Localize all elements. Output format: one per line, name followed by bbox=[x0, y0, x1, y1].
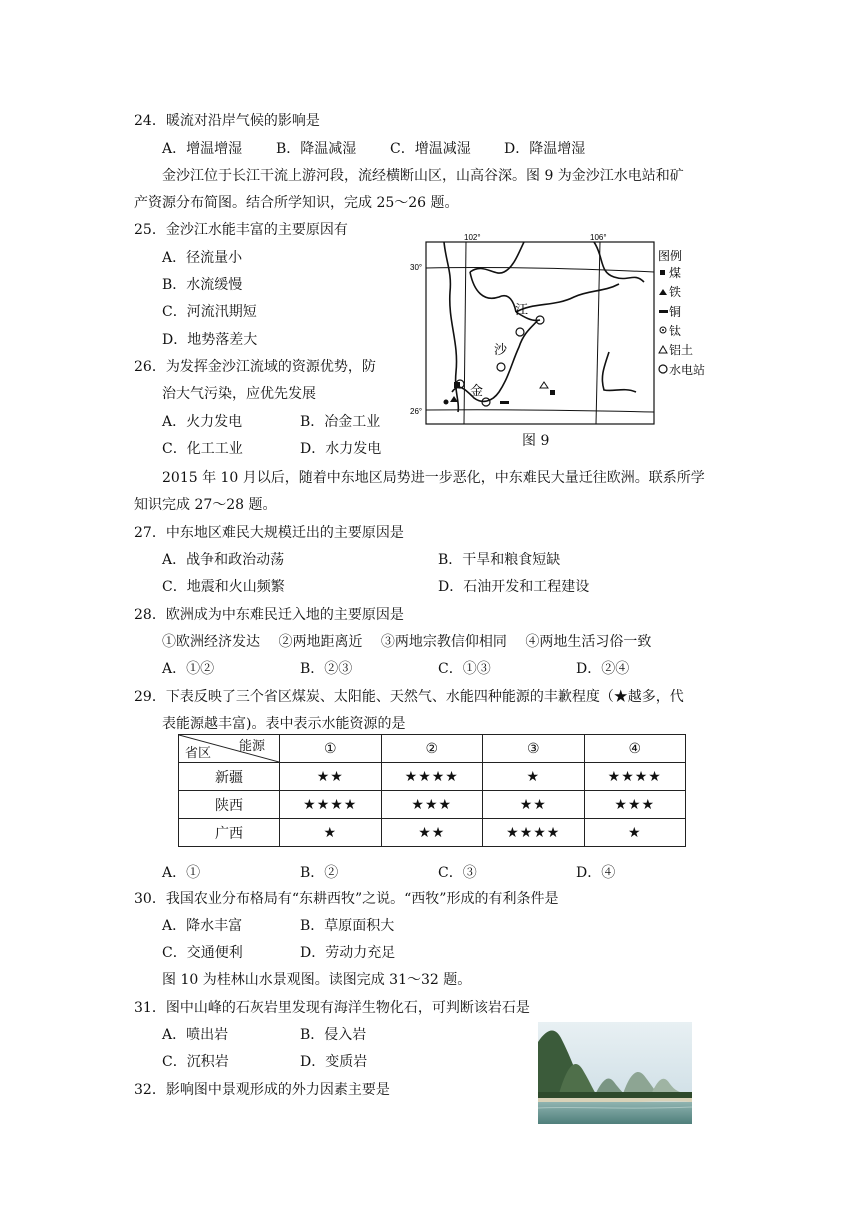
river-char-jiang: 江 bbox=[515, 302, 529, 317]
q28-option-a[interactable]: A．①② bbox=[162, 661, 215, 677]
q31-option-a[interactable]: A．喷出岩 bbox=[162, 1027, 229, 1043]
q27-option-b[interactable]: B．干旱和粮食短缺 bbox=[438, 552, 561, 568]
table-cell: ★★★★ bbox=[483, 819, 585, 847]
corner-label-province: 省区 bbox=[185, 746, 212, 761]
q29-option-b[interactable]: B．② bbox=[300, 865, 339, 881]
row-label-guangxi: 广西 bbox=[179, 819, 280, 847]
table-cell: ★★ bbox=[381, 819, 483, 847]
q24-option-c[interactable]: C．增温减湿 bbox=[390, 141, 471, 157]
table-cell: ★★★ bbox=[381, 791, 483, 819]
col-header-2: ② bbox=[381, 735, 483, 763]
q32-stem: 32．影响图中景观形成的外力因素主要是 bbox=[134, 1082, 390, 1098]
table-cell: ★★ bbox=[483, 791, 585, 819]
intro-31-32: 图 10 为桂林山水景观图。读图完成 31～32 题。 bbox=[162, 972, 472, 988]
bauxite-icon bbox=[659, 346, 667, 353]
table-cell: ★ bbox=[280, 819, 382, 847]
q28-option-d[interactable]: D．②④ bbox=[576, 661, 630, 677]
q29-option-a[interactable]: A．① bbox=[162, 865, 201, 881]
q25-option-d[interactable]: D．地势落差大 bbox=[162, 332, 258, 348]
q24-option-a[interactable]: A．增温增湿 bbox=[162, 141, 243, 157]
legend-titanium: 钛 bbox=[669, 324, 682, 338]
q27-option-c[interactable]: C．地震和火山频繁 bbox=[162, 579, 285, 595]
q26-stem-line1: 26．为发挥金沙江流域的资源优势，防 bbox=[134, 359, 376, 375]
row-label-shaanxi: 陕西 bbox=[179, 791, 280, 819]
q29-option-c[interactable]: C．③ bbox=[438, 865, 477, 881]
lat-label-26: 26° bbox=[410, 407, 423, 416]
iron-icon bbox=[659, 289, 667, 295]
lon-label-102: 102° bbox=[464, 233, 481, 242]
q30-option-a[interactable]: A．降水丰富 bbox=[162, 918, 243, 934]
q26-option-d[interactable]: D．水力发电 bbox=[300, 441, 382, 457]
q29-stem-line2: 表能源越丰富)。表中表示水能资源的是 bbox=[162, 716, 406, 732]
guilin-landscape-photo bbox=[538, 1022, 692, 1124]
q26-option-c[interactable]: C．化工工业 bbox=[162, 441, 243, 457]
hydropower-icon bbox=[659, 365, 667, 373]
q27-stem: 27．中东地区难民大规模迁出的主要原因是 bbox=[134, 525, 404, 541]
q25-option-b[interactable]: B．水流缓慢 bbox=[162, 277, 243, 293]
intro-27-28-line2: 知识完成 27～28 题。 bbox=[134, 497, 277, 513]
table-cell: ★★★★ bbox=[280, 791, 382, 819]
table-header-row bbox=[179, 735, 686, 763]
q25-stem: 25．金沙江水能丰富的主要原因有 bbox=[134, 222, 348, 238]
q24-option-d[interactable]: D．降温增湿 bbox=[504, 141, 586, 157]
q28-option-c[interactable]: C．①③ bbox=[438, 661, 491, 677]
q30-option-c[interactable]: C．交通便利 bbox=[162, 945, 243, 961]
table-cell: ★ bbox=[483, 763, 585, 791]
coal-icon bbox=[660, 270, 665, 275]
legend-iron: 铁 bbox=[669, 285, 682, 299]
q27-option-a[interactable]: A．战争和政治动荡 bbox=[162, 552, 285, 568]
col-header-3: ③ bbox=[483, 735, 585, 763]
q31-stem: 31．图中山峰的石灰岩里发现有海洋生物化石，可判断该岩石是 bbox=[134, 1000, 530, 1016]
q30-stem: 30．我国农业分布格局有“东耕西牧”之说。“西牧”形成的有利条件是 bbox=[134, 891, 559, 907]
legend-coal: 煤 bbox=[669, 266, 682, 280]
intro-25-26-line2: 产资源分布简图。结合所学知识，完成 25～26 题。 bbox=[134, 195, 459, 211]
q25-option-a[interactable]: A．径流量小 bbox=[162, 250, 243, 266]
table-row bbox=[179, 763, 686, 791]
jinsha-river-map bbox=[404, 232, 714, 432]
table-cell: ★★ bbox=[280, 763, 382, 791]
copper-icon bbox=[659, 310, 668, 313]
energy-table bbox=[178, 734, 686, 847]
q29-stem-line1: 29．下表反映了三个省区煤炭、太阳能、天然气、水能四种能源的丰歉程度（★越多，代 bbox=[134, 689, 684, 705]
river-char-sha: 沙 bbox=[494, 342, 508, 357]
table-cell: ★ bbox=[584, 819, 686, 847]
q31-option-b[interactable]: B．侵入岩 bbox=[300, 1027, 367, 1043]
table-row bbox=[179, 819, 686, 847]
table-cell: ★★★★ bbox=[584, 763, 686, 791]
map-caption: 图 9 bbox=[522, 433, 550, 449]
q26-option-b[interactable]: B．冶金工业 bbox=[300, 414, 381, 430]
q24-option-b[interactable]: B．降温减湿 bbox=[276, 141, 357, 157]
q27-option-d[interactable]: D．石油开发和工程建设 bbox=[438, 579, 590, 595]
q30-option-d[interactable]: D．劳动力充足 bbox=[300, 945, 396, 961]
legend-bauxite: 铝土 bbox=[669, 343, 694, 357]
legend-title: 图例 bbox=[658, 249, 683, 263]
legend-copper: 铜 bbox=[669, 305, 682, 319]
table-cell: ★★★ bbox=[584, 791, 686, 819]
lat-label-30: 30° bbox=[410, 263, 423, 272]
table-corner bbox=[179, 735, 280, 763]
q31-option-c[interactable]: C．沉积岩 bbox=[162, 1054, 229, 1070]
q29-option-d[interactable]: D．④ bbox=[576, 865, 616, 881]
q26-option-a[interactable]: A．火力发电 bbox=[162, 414, 243, 430]
legend-hydropower: 水电站 bbox=[669, 363, 706, 377]
q28-stem: 28．欧洲成为中东难民迁入地的主要原因是 bbox=[134, 607, 404, 623]
table-row bbox=[179, 791, 686, 819]
lon-label-106: 106° bbox=[590, 233, 607, 242]
corner-label-energy: 能源 bbox=[238, 739, 265, 754]
q24-stem: 24．暖流对沿岸气候的影响是 bbox=[134, 113, 320, 129]
q26-stem-line2: 治大气污染，应优先发展 bbox=[162, 386, 316, 402]
row-label-xinjiang: 新疆 bbox=[179, 763, 280, 791]
q28-statements: ①欧洲经济发达 ②两地距离近 ③两地宗教信仰相同 ④两地生活习俗一致 bbox=[162, 634, 652, 650]
col-header-4: ④ bbox=[584, 735, 686, 763]
q28-option-b[interactable]: B．②③ bbox=[300, 661, 353, 677]
intro-25-26-line1: 金沙江位于长江干流上游河段，流经横断山区，山高谷深。图 9 为金沙江水电站和矿 bbox=[162, 168, 684, 184]
q25-option-c[interactable]: C．河流汛期短 bbox=[162, 304, 257, 320]
river-char-jin: 金 bbox=[470, 383, 484, 398]
col-header-1: ① bbox=[280, 735, 382, 763]
table-cell: ★★★★ bbox=[381, 763, 483, 791]
q30-option-b[interactable]: B．草原面积大 bbox=[300, 918, 395, 934]
q31-option-d[interactable]: D．变质岩 bbox=[300, 1054, 368, 1070]
intro-27-28-line1: 2015 年 10 月以后，随着中东地区局势进一步恶化，中东难民大量迁往欧洲。联系所学 bbox=[162, 470, 705, 486]
